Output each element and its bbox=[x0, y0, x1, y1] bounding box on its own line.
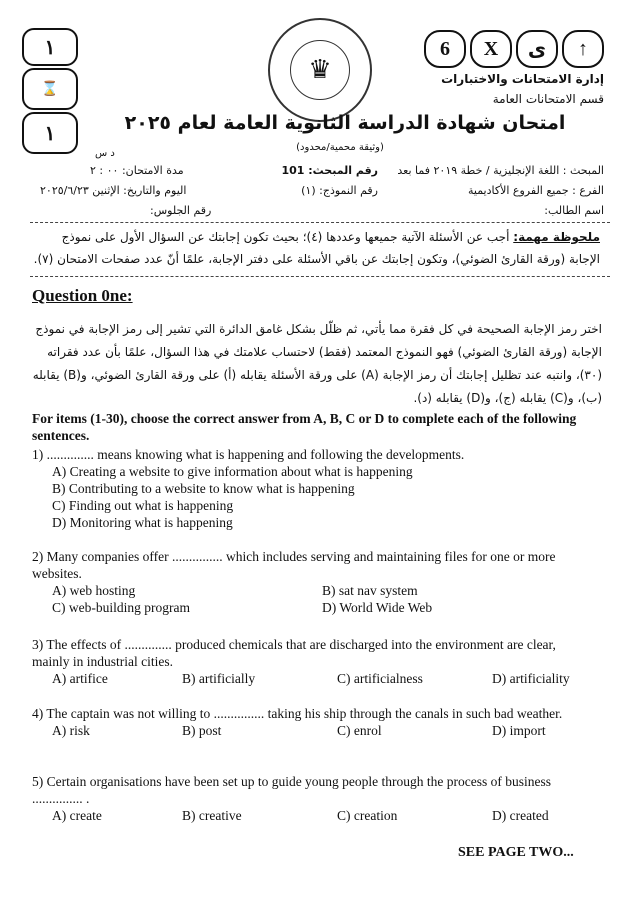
subject-label: المبحث : اللغة الإنجليزية / خطة ٢٠١٩ فما بعد bbox=[397, 164, 604, 177]
item-2-option-d: D) World Wide Web bbox=[322, 600, 433, 615]
item-1-option-d: D) Monitoring what is happening bbox=[52, 515, 233, 530]
model-number-box bbox=[22, 112, 78, 154]
item-5-option-c: C) creation bbox=[337, 808, 398, 823]
item-3 bbox=[32, 636, 592, 687]
item-4-stem: 4) The captain was not willing to ............... taking his ship through the canals in such bad weather. bbox=[32, 706, 563, 721]
item-3-option-c: C) artificialness bbox=[337, 671, 423, 686]
item-4 bbox=[32, 705, 592, 739]
header-divider bbox=[30, 222, 610, 223]
item-1-option-b: B) Contributing to a website to know what is happening bbox=[52, 481, 355, 496]
question-one-arabic-instructions: اختر رمز الإجابة الصحيحة في كل فقرة مما يأتي، ثم ظلّل بشكل غامق الدائرة التي تشير إلى رمز الإجابة في نموذج الإجابة (ورقة القارئ الضوئي) فهو النموذج المعتمد (فقط) لاحتساب علامتك في هذا السؤال، علمًا بأن عدد فقراته (٣٠)، وانتبه عند تظليل إجابتك أن رمز الإجابة (A) على ورقة الأسئلة يقابله (أ) على ورقة القارئ الضوئي، و(B) يقابله (ب)، و(C) يقابله (ج)، و(D) يقابله (د). bbox=[32, 322, 602, 405]
item-2-option-c: C) web-building program bbox=[52, 600, 190, 615]
item-4-option-c: C) enrol bbox=[337, 723, 382, 738]
code-box-arrow bbox=[562, 30, 604, 68]
department-name: إدارة الامتحانات والاختبارات bbox=[441, 72, 604, 86]
see-page-two-footer: SEE PAGE TWO... bbox=[458, 845, 574, 860]
code-box-x bbox=[470, 30, 512, 68]
model-number-label: رقم النموذج: (١) bbox=[301, 184, 378, 197]
item-1-option-c: C) Finding out what is happening bbox=[52, 498, 234, 513]
exam-duration: مدة الامتحان: ٠٠ : ٢ bbox=[90, 164, 184, 177]
item-3-option-b: B) artificially bbox=[182, 671, 256, 686]
arrow-up-icon: ↑ bbox=[578, 37, 588, 60]
ministry-seal-logo bbox=[268, 18, 372, 122]
page-number: ١ bbox=[44, 36, 56, 59]
item-4-option-a: A) risk bbox=[52, 723, 90, 738]
student-name-label: اسم الطالب: bbox=[544, 204, 604, 217]
code-x: X bbox=[483, 37, 499, 60]
note-divider bbox=[30, 276, 610, 277]
item-3-option-d: D) artificiality bbox=[492, 671, 570, 686]
item-5-option-a: A) create bbox=[52, 808, 102, 823]
item-5-option-b: B) creative bbox=[182, 808, 242, 823]
page-number-box bbox=[22, 28, 78, 66]
question-one-intro: For items (1-30), choose the correct answer from A, B, C or D to complete each of the following sentences. bbox=[32, 411, 577, 443]
item-2-option-a: A) web hosting bbox=[52, 583, 136, 598]
code-box-six bbox=[424, 30, 466, 68]
item-1-option-a: A) Creating a website to give information about what is happening bbox=[52, 464, 413, 479]
exam-day-date: اليوم والتاريخ: الإثنين ٢٠٢٥/٦/٢٣ bbox=[40, 184, 187, 197]
seat-number-label: رقم الجلوس: bbox=[150, 204, 212, 217]
exam-classification: (وثيقة محمية/محدود) bbox=[296, 142, 384, 153]
item-4-option-d: D) import bbox=[492, 723, 546, 738]
item-3-stem: 3) The effects of .............. produced chemicals that are discharged into the environment are clear, mainly in industrial cities. bbox=[32, 637, 556, 669]
item-3-option-a: A) artifice bbox=[52, 671, 108, 686]
item-4-option-b: B) post bbox=[182, 723, 222, 738]
item-2-option-b: B) sat nav system bbox=[322, 583, 418, 598]
item-5-option-d: D) created bbox=[492, 808, 549, 823]
hourglass-box bbox=[22, 68, 78, 110]
branch-label: الفرع : جميع الفروع الأكاديمية bbox=[467, 184, 604, 197]
item-2 bbox=[32, 548, 592, 616]
code-letter: ى bbox=[527, 37, 547, 61]
crown-icon: ♛ bbox=[290, 40, 350, 100]
duration-units: د س bbox=[95, 148, 115, 159]
item-1 bbox=[32, 446, 592, 531]
subject-number: رقم المبحث: 101 bbox=[281, 164, 378, 177]
model-number: ١ bbox=[44, 122, 56, 145]
item-5 bbox=[32, 773, 592, 824]
item-2-stem: 2) Many companies offer ............... which includes serving and maintaining files for one or more websites. bbox=[32, 549, 556, 581]
hourglass-icon: ⌛ bbox=[41, 81, 59, 97]
important-note bbox=[30, 226, 600, 270]
section-name: قسم الامتحانات العامة bbox=[492, 92, 604, 106]
note-label: ملحوظة مهمة: bbox=[513, 230, 600, 244]
question-one-heading: Question 0ne: bbox=[32, 286, 133, 305]
note-text: أجب عن الأسئلة الآتية جميعها وعددها (٤)؛ بحيث تكون إجابتك عن السؤال الأول على نموذج الإجابة (ورقة القارئ الضوئي)، وتكون إجابتك عن باقي الأسئلة على دفتر الإجابة، علمًا أنّ عدد صفحات الامتحان (٧). bbox=[33, 230, 600, 266]
item-5-stem: 5) Certain organisations have been set up to guide young people through the process of business ............... . bbox=[32, 774, 552, 806]
item-1-stem: 1) .............. means knowing what is happening and following the developments. bbox=[32, 447, 465, 462]
code-six: 6 bbox=[440, 37, 450, 60]
exam-title: امتحان شهادة الدراسة الثانوية العامة لعام ٢٠٢٥ bbox=[124, 112, 566, 134]
code-box-letter bbox=[516, 30, 558, 68]
